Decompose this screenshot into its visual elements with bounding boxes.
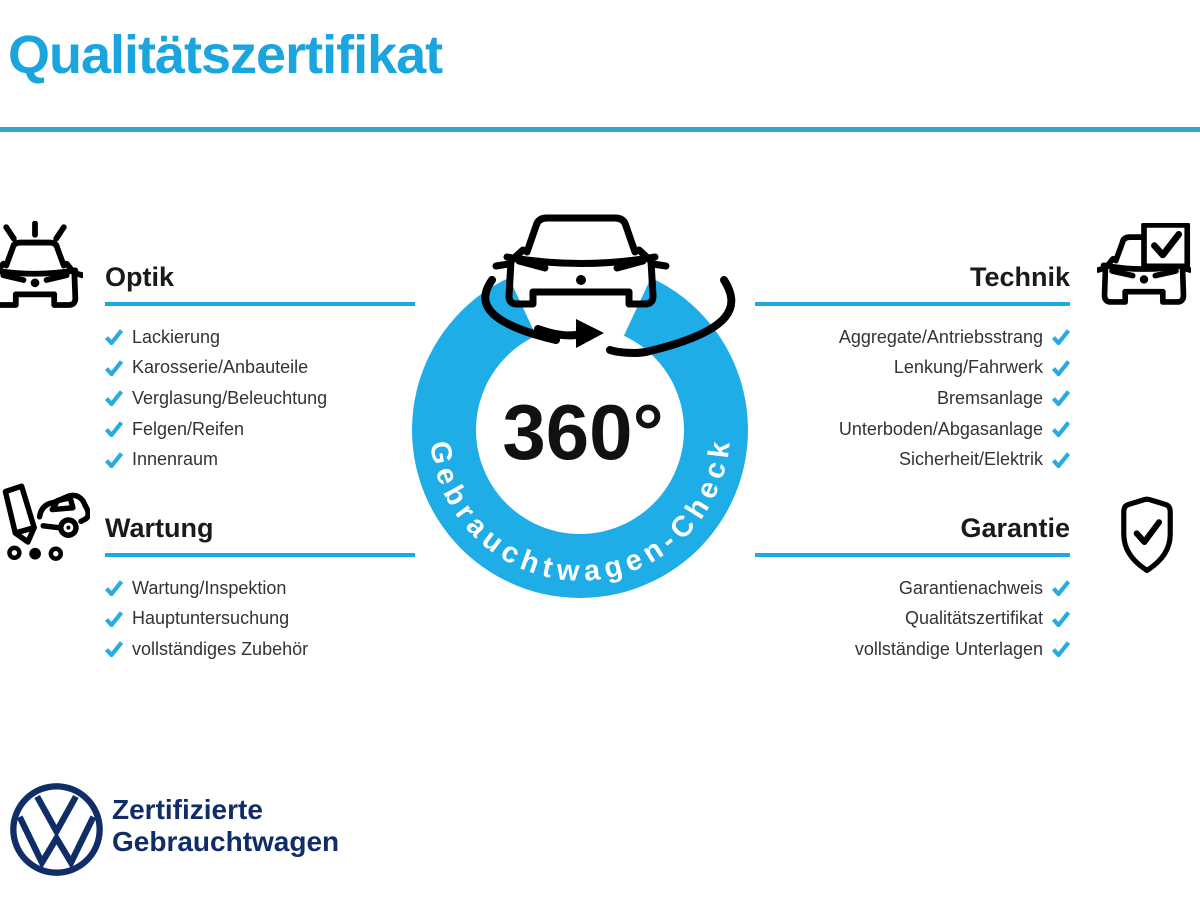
checklist-item-label: Felgen/Reifen (132, 418, 245, 439)
section-title-optik: Optik (105, 262, 175, 292)
check-icon (105, 611, 123, 627)
section-title-technik: Technik (969, 262, 1070, 292)
checklist-item-label: Garantienachweis (898, 577, 1043, 598)
check-icon (1052, 329, 1070, 345)
checklist-item (755, 414, 1070, 445)
checklist-item (105, 414, 415, 445)
checklist-item-label: vollständiges Zubehör (132, 638, 309, 659)
checklist-item (755, 322, 1070, 353)
checklist-item-label: vollständige Unterlagen (854, 638, 1043, 659)
checklist-item-label: Bremsanlage (936, 387, 1043, 408)
360-check-graphic (390, 190, 770, 622)
checklist-item-label: Hauptuntersuchung (132, 608, 290, 629)
check-icon (105, 452, 123, 468)
section-garantie (755, 513, 1070, 665)
checklist-item (755, 444, 1070, 475)
brand-line-2: Gebrauchtwagen (112, 826, 340, 857)
rotation-arrowhead (576, 319, 604, 348)
technik-checklist (755, 322, 1070, 475)
section-title-wartung: Wartung (105, 513, 214, 543)
brand-wordmark (112, 794, 339, 858)
checklist-item (755, 604, 1070, 635)
checklist-item (105, 383, 415, 414)
checklist-item (755, 634, 1070, 665)
shield-check-icon (1104, 491, 1190, 581)
checklist-item-label: Aggregate/Antriebsstrang (838, 326, 1043, 347)
section-optik (105, 262, 415, 475)
checklist-item (755, 573, 1070, 604)
garantie-checklist (755, 573, 1070, 665)
checklist-item (105, 573, 415, 604)
checklist-item-label: Karosserie/Anbauteile (132, 357, 309, 378)
checklist-item (755, 353, 1070, 384)
checklist-item-label: Qualitätszertifikat (904, 608, 1043, 629)
checklist-item-label: Unterboden/Abgasanlage (838, 418, 1043, 439)
check-icon (1052, 611, 1070, 627)
check-icon (105, 360, 123, 376)
section-divider-optik (105, 302, 415, 306)
checklist-item-label: Lenkung/Fahrwerk (893, 357, 1043, 378)
check-icon (1052, 421, 1070, 437)
checklist-item (105, 444, 415, 475)
vw-logo (8, 781, 105, 878)
section-title-garantie: Garantie (960, 513, 1070, 543)
car-shine-icon (0, 221, 83, 315)
car-badge-dot (576, 275, 586, 285)
section-divider-garantie (755, 553, 1070, 557)
car-360-rotation-icon (496, 218, 666, 304)
check-icon (105, 390, 123, 406)
degree-value: 360° (502, 388, 664, 476)
checklist-item (105, 353, 415, 384)
check-icon (1052, 641, 1070, 657)
checklist-item-label: Lackierung (132, 326, 221, 347)
brand-line-1: Zertifizierte (112, 794, 263, 825)
checklist-item-label: Verglasung/Beleuchtung (132, 387, 328, 408)
checklist-item (105, 634, 415, 665)
check-icon (1052, 360, 1070, 376)
check-icon (105, 580, 123, 596)
check-icon (105, 329, 123, 345)
check-icon (1052, 452, 1070, 468)
checklist-item (105, 604, 415, 635)
title-divider (0, 127, 1200, 132)
checklist-item-label: Innenraum (132, 449, 219, 470)
check-icon (1052, 580, 1070, 596)
section-divider-wartung (105, 553, 415, 557)
car-checklist-icon (1097, 223, 1191, 318)
ring-label: Gebrauchtwagen-Check (423, 434, 738, 589)
checklist-item-label: Wartung/Inspektion (132, 577, 287, 598)
checklist-item (755, 383, 1070, 414)
car-service-pencil-icon (0, 478, 90, 570)
check-icon (1052, 390, 1070, 406)
section-technik (755, 262, 1070, 475)
wartung-checklist (105, 573, 415, 665)
page-title: Qualitätszertifikat (8, 25, 443, 85)
optik-checklist (105, 322, 415, 475)
checklist-item-label: Sicherheit/Elektrik (898, 449, 1043, 470)
section-divider-technik (755, 302, 1070, 306)
check-icon (105, 641, 123, 657)
section-wartung (105, 513, 415, 665)
check-icon (105, 421, 123, 437)
checklist-item (105, 322, 415, 353)
